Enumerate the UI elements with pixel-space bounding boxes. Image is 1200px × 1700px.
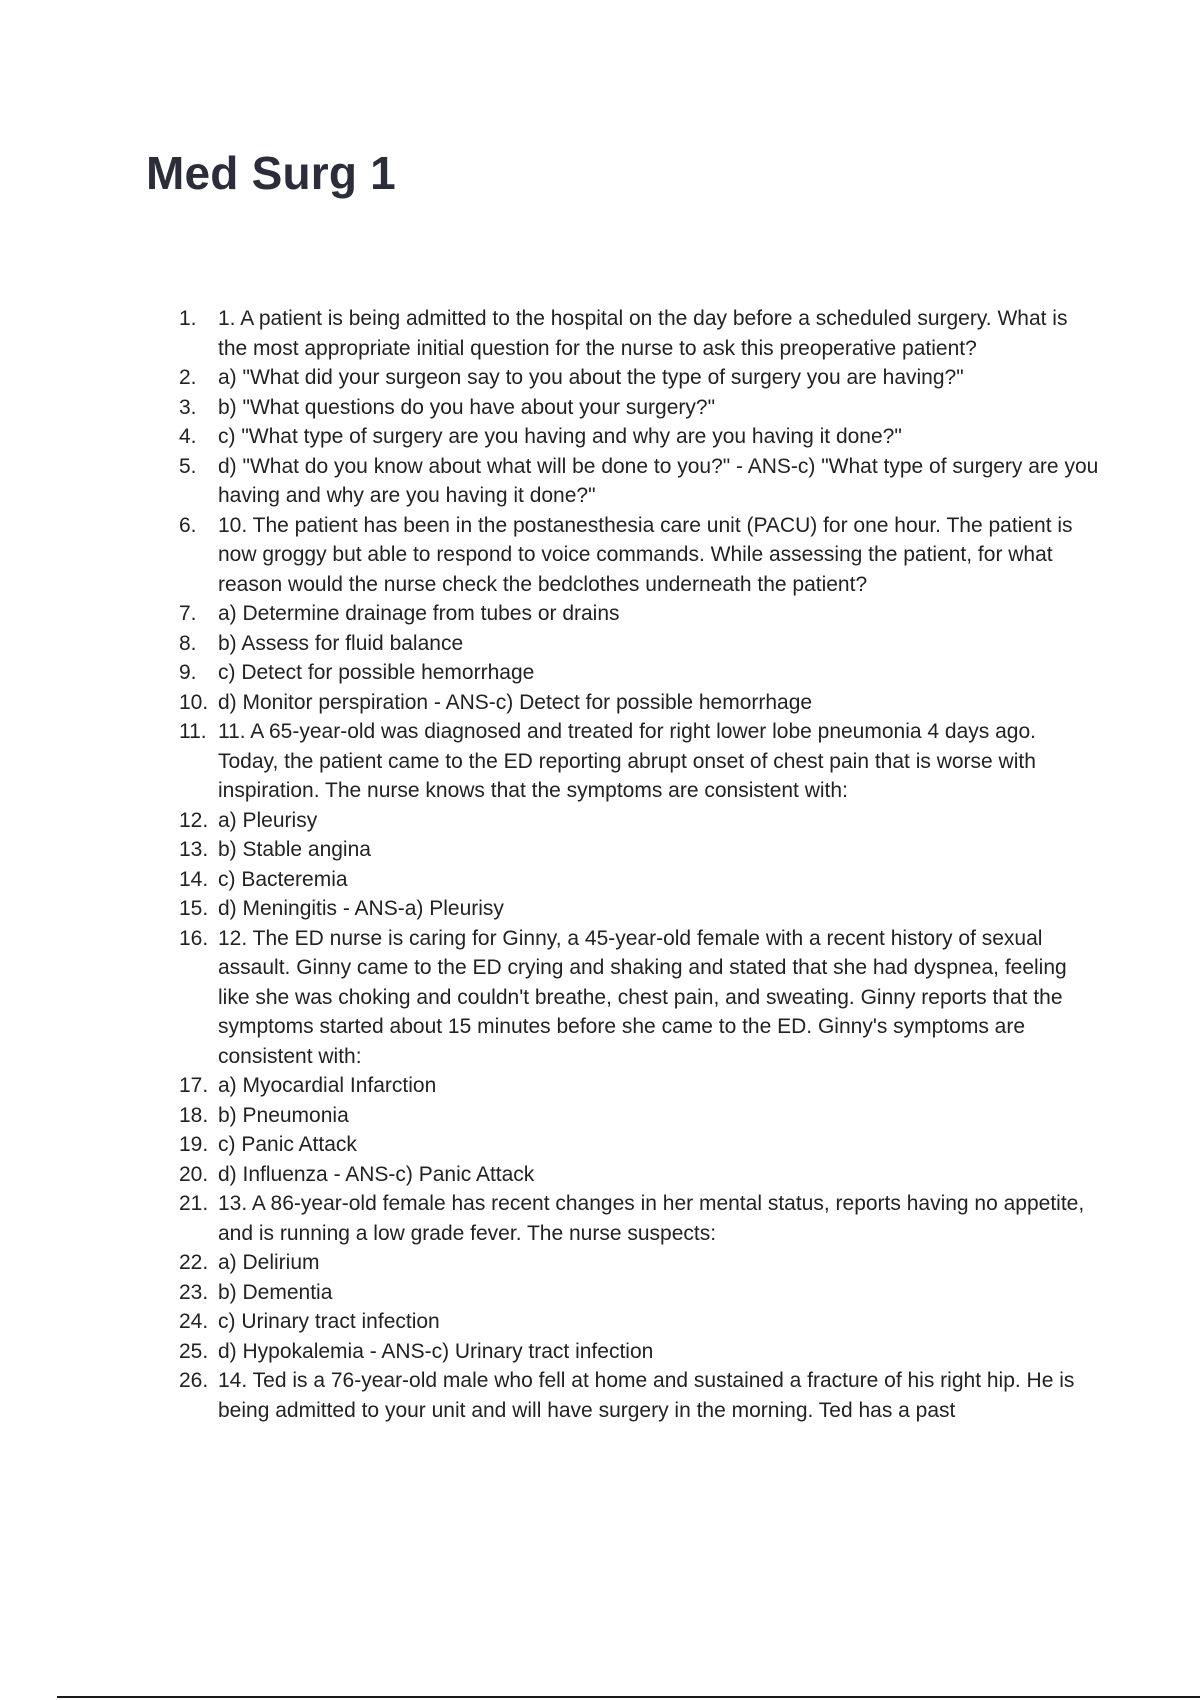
item-number: 4. — [179, 425, 197, 448]
item-number: 11. — [179, 720, 207, 743]
item-text: a) Pleurisy — [218, 808, 318, 832]
item-number: 2. — [179, 366, 197, 389]
list-item — [179, 1248, 1099, 1278]
item-number: 13. — [179, 838, 209, 861]
item-text: c) Detect for possible hemorrhage — [218, 661, 535, 684]
list-item — [179, 865, 1099, 895]
item-text: d) Monitor perspiration - ANS-c) Detect for possible hemorrhage — [218, 690, 813, 714]
item-text: b) Pneumonia — [218, 1103, 349, 1127]
item-number: 6. — [179, 513, 197, 537]
question-list — [179, 304, 1099, 1425]
list-item — [179, 924, 1099, 1072]
item-text: b) "What questions do you have about your surgery?" — [218, 395, 716, 419]
list-item — [179, 835, 1099, 865]
list-item — [179, 717, 1099, 806]
item-text: b) Assess for fluid balance — [218, 631, 464, 655]
item-number: 1. — [179, 307, 197, 330]
item-number: 7. — [179, 602, 197, 625]
list-item — [179, 304, 1099, 363]
list-item — [179, 806, 1099, 836]
item-number: 10. — [179, 690, 209, 714]
list-item — [179, 1278, 1099, 1308]
list-item — [179, 688, 1099, 718]
item-number: 17. — [179, 1074, 209, 1097]
item-text: b) Stable angina — [218, 838, 371, 861]
item-number: 20. — [179, 1162, 209, 1186]
item-text: d) "What do you know about what will be done to you?" - ANS-c) "What type of surgery are you having and why are you having it done?" — [218, 454, 1099, 507]
item-number: 16. — [179, 926, 209, 950]
list-item — [179, 1071, 1099, 1101]
item-text: 13. A 86-year-old female has recent changes in her mental status, reports having no appetite, and is running a low grade fever. The nurse suspects: — [218, 1192, 1085, 1245]
list-item — [179, 1160, 1099, 1190]
list-item — [179, 1366, 1099, 1425]
list-item — [179, 1189, 1099, 1248]
item-number: 9. — [179, 661, 197, 684]
item-text: 1. A patient is being admitted to the hospital on the day before a scheduled surgery. What is the most appropriate initial question for the nurse to ask this preoperative patient? — [218, 307, 1068, 360]
item-number: 23. — [179, 1280, 209, 1304]
page-title: Med Surg 1 — [146, 147, 396, 199]
item-text: 14. Ted is a 76-year-old male who fell at home and sustained a fracture of his right hip. He is being admitted to your unit and will have surgery in the morning. Ted has a past — [218, 1369, 1075, 1422]
item-number: 15. — [179, 897, 209, 920]
list-item — [179, 629, 1099, 659]
item-number: 14. — [179, 867, 209, 891]
item-number: 21. — [179, 1192, 209, 1215]
list-item — [179, 658, 1099, 688]
item-text: c) Bacteremia — [218, 867, 348, 891]
list-item — [179, 1307, 1099, 1337]
item-number: 22. — [179, 1251, 209, 1274]
item-number: 5. — [179, 454, 197, 478]
item-number: 26. — [179, 1369, 209, 1392]
item-text: c) "What type of surgery are you having and why are you having it done?" — [218, 425, 902, 448]
list-item — [179, 1130, 1099, 1160]
item-number: 19. — [179, 1133, 209, 1156]
item-text: 11. A 65-year-old was diagnosed and treated for right lower lobe pneumonia 4 days ago. Today, the patient came to the ED reporting abrupt onset of chest pain that is worse with inspiration. The nurse knows that the symptoms are consistent with: — [218, 720, 1036, 802]
item-number: 25. — [179, 1339, 209, 1363]
item-text: d) Meningitis - ANS-a) Pleurisy — [218, 897, 504, 920]
item-number: 12. — [179, 808, 209, 832]
item-text: a) "What did your surgeon say to you about the type of surgery you are having?" — [218, 366, 964, 389]
item-text: 10. The patient has been in the postanesthesia care unit (PACU) for one hour. The patient is now groggy but able to respond to voice commands. While assessing the patient, for what reason would the nurse check the bedclothes underneath the patient? — [218, 513, 1073, 596]
list-item — [179, 393, 1099, 423]
list-item — [179, 363, 1099, 393]
list-item — [179, 511, 1099, 600]
item-text: a) Delirium — [218, 1251, 320, 1274]
list-item — [179, 1337, 1099, 1367]
item-number: 18. — [179, 1103, 209, 1127]
item-text: d) Hypokalemia - ANS-c) Urinary tract infection — [218, 1339, 654, 1363]
item-text: b) Dementia — [218, 1280, 333, 1304]
list-item — [179, 894, 1099, 924]
list-item — [179, 422, 1099, 452]
page-bottom-divider — [57, 1696, 1200, 1698]
list-item — [179, 599, 1099, 629]
item-number: 3. — [179, 395, 197, 419]
item-text: 12. The ED nurse is caring for Ginny, a 45-year-old female with a recent history of sexual assault. Ginny came to the ED crying and shaking and stated that she had dyspnea, feeling like she was choking and couldn't breathe, chest pain, and sweating. Ginny reports that the symptoms started about 15 minutes before she came to the ED. Ginny's symptoms are consistent with: — [218, 926, 1067, 1068]
item-text: d) Influenza - ANS-c) Panic Attack — [218, 1162, 535, 1186]
item-text: a) Myocardial Infarction — [218, 1074, 437, 1097]
list-item — [179, 452, 1099, 511]
item-text: c) Panic Attack — [218, 1133, 357, 1156]
item-text: c) Urinary tract infection — [218, 1310, 440, 1333]
list-item — [179, 1101, 1099, 1131]
item-number: 24. — [179, 1310, 209, 1333]
item-number: 8. — [179, 631, 197, 655]
item-text: a) Determine drainage from tubes or drains — [218, 602, 620, 625]
